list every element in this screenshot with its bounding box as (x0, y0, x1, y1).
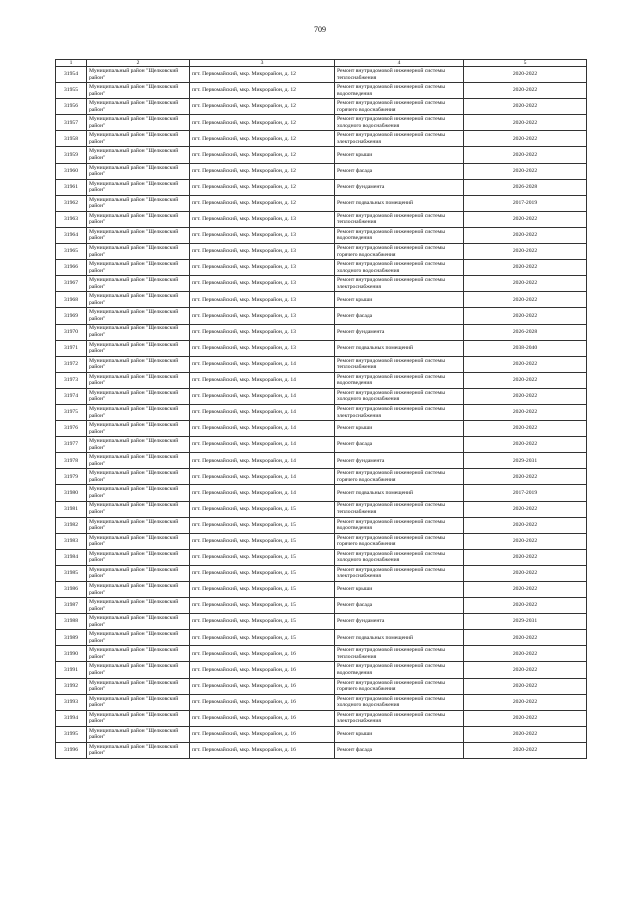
address-cell: пгт. Первомайский, мкр. Микрорайон, д. 16 (190, 646, 335, 662)
address-cell: пгт. Первомайский, мкр. Микрорайон, д. 15 (190, 517, 335, 533)
table-row (56, 308, 587, 324)
row-number-cell: 31995 (56, 726, 87, 742)
address-cell: пгт. Первомайский, мкр. Микрорайон, д. 15 (190, 598, 335, 614)
table-row (56, 115, 587, 131)
municipality-cell: Муниципальный район "Щелковский район" (87, 99, 190, 115)
table-row (56, 517, 587, 533)
municipality-cell: Муниципальный район "Щелковский район" (87, 533, 190, 549)
row-number-cell: 31958 (56, 131, 87, 147)
address-cell: пгт. Первомайский, мкр. Микрорайон, д. 14 (190, 469, 335, 485)
address-cell: пгт. Первомайский, мкр. Микрорайон, д. 13 (190, 227, 335, 243)
table-row (56, 404, 587, 420)
municipality-cell: Муниципальный район "Щелковский район" (87, 582, 190, 598)
row-number-cell: 31977 (56, 437, 87, 453)
work-type-cell: Ремонт внутридомовой инженерной системы водоотведения (335, 83, 464, 99)
table-row (56, 501, 587, 517)
work-type-cell: Ремонт фундамента (335, 324, 464, 340)
table-row (56, 742, 587, 758)
municipality-cell: Муниципальный район "Щелковский район" (87, 340, 190, 356)
work-type-cell: Ремонт крыши (335, 421, 464, 437)
table-row (56, 340, 587, 356)
work-type-cell: Ремонт фасада (335, 742, 464, 758)
period-cell: 2029-2031 (464, 614, 587, 630)
row-number-cell: 31989 (56, 630, 87, 646)
address-cell: пгт. Первомайский, мкр. Микрорайон, д. 14 (190, 356, 335, 372)
municipality-cell: Муниципальный район "Щелковский район" (87, 67, 190, 83)
table-row (56, 469, 587, 485)
table-row (56, 67, 587, 83)
work-type-cell: Ремонт внутридомовой инженерной системы теплоснабжения (335, 646, 464, 662)
capital-repair-table (55, 59, 587, 759)
row-number-cell: 31968 (56, 292, 87, 308)
work-type-cell: Ремонт внутридомовой инженерной системы холодного водоснабжения (335, 388, 464, 404)
row-number-cell: 31966 (56, 260, 87, 276)
row-number-cell: 31996 (56, 742, 87, 758)
address-cell: пгт. Первомайский, мкр. Микрорайон, д. 16 (190, 710, 335, 726)
table-row (56, 662, 587, 678)
work-type-cell: Ремонт подвальных помещений (335, 195, 464, 211)
address-cell: пгт. Первомайский, мкр. Микрорайон, д. 15 (190, 549, 335, 565)
row-number-cell: 31982 (56, 517, 87, 533)
address-cell: пгт. Первомайский, мкр. Микрорайон, д. 16 (190, 662, 335, 678)
row-number-cell: 31986 (56, 582, 87, 598)
period-cell: 2020-2022 (464, 244, 587, 260)
municipality-cell: Муниципальный район "Щелковский район" (87, 227, 190, 243)
address-cell: пгт. Первомайский, мкр. Микрорайон, д. 13 (190, 244, 335, 260)
address-cell: пгт. Первомайский, мкр. Микрорайон, д. 14 (190, 372, 335, 388)
period-cell: 2020-2022 (464, 292, 587, 308)
table-row (56, 276, 587, 292)
work-type-cell: Ремонт подвальных помещений (335, 630, 464, 646)
municipality-cell: Муниципальный район "Щелковский район" (87, 276, 190, 292)
table-row (56, 131, 587, 147)
period-cell: 2020-2022 (464, 710, 587, 726)
work-type-cell: Ремонт внутридомовой инженерной системы горячего водоснабжения (335, 533, 464, 549)
row-number-cell: 31981 (56, 501, 87, 517)
table-row (56, 179, 587, 195)
period-cell: 2038-2040 (464, 340, 587, 356)
table-row (56, 694, 587, 710)
address-cell: пгт. Первомайский, мкр. Микрорайон, д. 12 (190, 147, 335, 163)
table-row (56, 453, 587, 469)
period-cell: 2020-2022 (464, 501, 587, 517)
row-number-cell: 31962 (56, 195, 87, 211)
table-header-row (56, 60, 587, 67)
period-cell: 2020-2022 (464, 598, 587, 614)
municipality-cell: Муниципальный район "Щелковский район" (87, 453, 190, 469)
municipality-cell: Муниципальный район "Щелковский район" (87, 244, 190, 260)
municipality-cell: Муниципальный район "Щелковский район" (87, 662, 190, 678)
table-row (56, 582, 587, 598)
table-row (56, 163, 587, 179)
row-number-cell: 31975 (56, 404, 87, 420)
address-cell: пгт. Первомайский, мкр. Микрорайон, д. 13 (190, 211, 335, 227)
period-cell: 2020-2022 (464, 260, 587, 276)
address-cell: пгт. Первомайский, мкр. Микрорайон, д. 15 (190, 614, 335, 630)
work-type-cell: Ремонт внутридомовой инженерной системы электроснабжения (335, 276, 464, 292)
municipality-cell: Муниципальный район "Щелковский район" (87, 469, 190, 485)
address-cell: пгт. Первомайский, мкр. Микрорайон, д. 12 (190, 131, 335, 147)
row-number-cell: 31992 (56, 678, 87, 694)
municipality-cell: Муниципальный район "Щелковский район" (87, 195, 190, 211)
period-cell: 2020-2022 (464, 678, 587, 694)
work-type-cell: Ремонт внутридомовой инженерной системы водоотведения (335, 227, 464, 243)
municipality-cell: Муниципальный район "Щелковский район" (87, 565, 190, 581)
row-number-cell: 31972 (56, 356, 87, 372)
municipality-cell: Муниципальный район "Щелковский район" (87, 549, 190, 565)
period-cell: 2020-2022 (464, 67, 587, 83)
row-number-cell: 31973 (56, 372, 87, 388)
table-row (56, 99, 587, 115)
municipality-cell: Муниципальный район "Щелковский район" (87, 742, 190, 758)
work-type-cell: Ремонт внутридомовой инженерной системы холодного водоснабжения (335, 260, 464, 276)
work-type-cell: Ремонт внутридомовой инженерной системы горячего водоснабжения (335, 678, 464, 694)
address-cell: пгт. Первомайский, мкр. Микрорайон, д. 16 (190, 694, 335, 710)
period-cell: 2020-2022 (464, 227, 587, 243)
table-row (56, 147, 587, 163)
period-cell: 2017-2019 (464, 485, 587, 501)
municipality-cell: Муниципальный район "Щелковский район" (87, 517, 190, 533)
period-cell: 2020-2022 (464, 115, 587, 131)
row-number-cell: 31961 (56, 179, 87, 195)
row-number-cell: 31970 (56, 324, 87, 340)
table-row (56, 211, 587, 227)
address-cell: пгт. Первомайский, мкр. Микрорайон, д. 12 (190, 67, 335, 83)
municipality-cell: Муниципальный район "Щелковский район" (87, 115, 190, 131)
table-row (56, 372, 587, 388)
period-cell: 2026-2028 (464, 179, 587, 195)
work-type-cell: Ремонт фундамента (335, 614, 464, 630)
row-number-cell: 31987 (56, 598, 87, 614)
period-cell: 2017-2019 (464, 195, 587, 211)
row-number-cell: 31993 (56, 694, 87, 710)
municipality-cell: Муниципальный район "Щелковский район" (87, 163, 190, 179)
row-number-cell: 31954 (56, 67, 87, 83)
work-type-cell: Ремонт фундамента (335, 179, 464, 195)
work-type-cell: Ремонт внутридомовой инженерной системы горячего водоснабжения (335, 99, 464, 115)
work-type-cell: Ремонт внутридомовой инженерной системы электроснабжения (335, 565, 464, 581)
work-type-cell: Ремонт внутридомовой инженерной системы теплоснабжения (335, 211, 464, 227)
table-row (56, 356, 587, 372)
address-cell: пгт. Первомайский, мкр. Микрорайон, д. 12 (190, 115, 335, 131)
row-number-cell: 31967 (56, 276, 87, 292)
work-type-cell: Ремонт крыши (335, 147, 464, 163)
municipality-cell: Муниципальный район "Щелковский район" (87, 678, 190, 694)
work-type-cell: Ремонт фасада (335, 163, 464, 179)
page-number: 709 (314, 25, 326, 34)
municipality-cell: Муниципальный район "Щелковский район" (87, 710, 190, 726)
period-cell: 2020-2022 (464, 421, 587, 437)
work-type-cell: Ремонт внутридомовой инженерной системы теплоснабжения (335, 67, 464, 83)
header-cell-4: 4 (335, 60, 464, 67)
period-cell: 2020-2022 (464, 694, 587, 710)
municipality-cell: Муниципальный район "Щелковский район" (87, 388, 190, 404)
row-number-cell: 31983 (56, 533, 87, 549)
municipality-cell: Муниципальный район "Щелковский район" (87, 83, 190, 99)
row-number-cell: 31960 (56, 163, 87, 179)
period-cell: 2020-2022 (464, 517, 587, 533)
work-type-cell: Ремонт фасада (335, 308, 464, 324)
address-cell: пгт. Первомайский, мкр. Микрорайон, д. 15 (190, 630, 335, 646)
table-row (56, 227, 587, 243)
row-number-cell: 31978 (56, 453, 87, 469)
address-cell: пгт. Первомайский, мкр. Микрорайон, д. 16 (190, 678, 335, 694)
municipality-cell: Муниципальный район "Щелковский район" (87, 324, 190, 340)
municipality-cell: Муниципальный район "Щелковский район" (87, 614, 190, 630)
period-cell: 2020-2022 (464, 646, 587, 662)
work-type-cell: Ремонт внутридомовой инженерной системы водоотведения (335, 372, 464, 388)
municipality-cell: Муниципальный район "Щелковский район" (87, 485, 190, 501)
row-number-cell: 31959 (56, 147, 87, 163)
address-cell: пгт. Первомайский, мкр. Микрорайон, д. 12 (190, 83, 335, 99)
work-type-cell: Ремонт внутридомовой инженерной системы горячего водоснабжения (335, 244, 464, 260)
address-cell: пгт. Первомайский, мкр. Микрорайон, д. 13 (190, 324, 335, 340)
period-cell: 2020-2022 (464, 404, 587, 420)
work-type-cell: Ремонт крыши (335, 292, 464, 308)
address-cell: пгт. Первомайский, мкр. Микрорайон, д. 14 (190, 437, 335, 453)
table-row (56, 533, 587, 549)
row-number-cell: 31963 (56, 211, 87, 227)
work-type-cell: Ремонт фундамента (335, 453, 464, 469)
work-type-cell: Ремонт внутридомовой инженерной системы электроснабжения (335, 131, 464, 147)
period-cell: 2020-2022 (464, 211, 587, 227)
row-number-cell: 31979 (56, 469, 87, 485)
table-row (56, 292, 587, 308)
address-cell: пгт. Первомайский, мкр. Микрорайон, д. 13 (190, 276, 335, 292)
address-cell: пгт. Первомайский, мкр. Микрорайон, д. 14 (190, 485, 335, 501)
row-number-cell: 31990 (56, 646, 87, 662)
address-cell: пгт. Первомайский, мкр. Микрорайон, д. 13 (190, 260, 335, 276)
period-cell: 2020-2022 (464, 582, 587, 598)
municipality-cell: Муниципальный район "Щелковский район" (87, 356, 190, 372)
row-number-cell: 31974 (56, 388, 87, 404)
work-type-cell: Ремонт внутридомовой инженерной системы холодного водоснабжения (335, 115, 464, 131)
row-number-cell: 31991 (56, 662, 87, 678)
row-number-cell: 31984 (56, 549, 87, 565)
municipality-cell: Муниципальный район "Щелковский район" (87, 131, 190, 147)
table-row (56, 598, 587, 614)
work-type-cell: Ремонт фасада (335, 598, 464, 614)
address-cell: пгт. Первомайский, мкр. Микрорайон, д. 12 (190, 179, 335, 195)
row-number-cell: 31980 (56, 485, 87, 501)
row-number-cell: 31965 (56, 244, 87, 260)
address-cell: пгт. Первомайский, мкр. Микрорайон, д. 15 (190, 565, 335, 581)
table-row (56, 83, 587, 99)
municipality-cell: Муниципальный район "Щелковский район" (87, 501, 190, 517)
address-cell: пгт. Первомайский, мкр. Микрорайон, д. 12 (190, 99, 335, 115)
address-cell: пгт. Первомайский, мкр. Микрорайон, д. 14 (190, 421, 335, 437)
period-cell: 2020-2022 (464, 726, 587, 742)
period-cell: 2020-2022 (464, 565, 587, 581)
period-cell: 2026-2028 (464, 324, 587, 340)
table-row (56, 630, 587, 646)
period-cell: 2020-2022 (464, 131, 587, 147)
period-cell: 2020-2022 (464, 276, 587, 292)
municipality-cell: Муниципальный район "Щелковский район" (87, 292, 190, 308)
period-cell: 2020-2022 (464, 388, 587, 404)
municipality-cell: Муниципальный район "Щелковский район" (87, 147, 190, 163)
address-cell: пгт. Первомайский, мкр. Микрорайон, д. 15 (190, 582, 335, 598)
table-row (56, 244, 587, 260)
address-cell: пгт. Первомайский, мкр. Микрорайон, д. 15 (190, 501, 335, 517)
table-row (56, 324, 587, 340)
municipality-cell: Муниципальный район "Щелковский район" (87, 372, 190, 388)
period-cell: 2020-2022 (464, 630, 587, 646)
municipality-cell: Муниципальный район "Щелковский район" (87, 404, 190, 420)
header-cell-2: 2 (87, 60, 190, 67)
table-row (56, 485, 587, 501)
period-cell: 2020-2022 (464, 469, 587, 485)
table-row (56, 726, 587, 742)
work-type-cell: Ремонт внутридомовой инженерной системы водоотведения (335, 662, 464, 678)
period-cell: 2020-2022 (464, 742, 587, 758)
table-row (56, 260, 587, 276)
work-type-cell: Ремонт внутридомовой инженерной системы водоотведения (335, 517, 464, 533)
table-row (56, 549, 587, 565)
table-row (56, 421, 587, 437)
work-type-cell: Ремонт подвальных помещений (335, 485, 464, 501)
work-type-cell: Ремонт фасада (335, 437, 464, 453)
period-cell: 2020-2022 (464, 549, 587, 565)
period-cell: 2020-2022 (464, 356, 587, 372)
row-number-cell: 31994 (56, 710, 87, 726)
table-row (56, 678, 587, 694)
address-cell: пгт. Первомайский, мкр. Микрорайон, д. 12 (190, 195, 335, 211)
period-cell: 2020-2022 (464, 533, 587, 549)
address-cell: пгт. Первомайский, мкр. Микрорайон, д. 15 (190, 533, 335, 549)
municipality-cell: Муниципальный район "Щелковский район" (87, 437, 190, 453)
row-number-cell: 31988 (56, 614, 87, 630)
work-type-cell: Ремонт внутридомовой инженерной системы холодного водоснабжения (335, 549, 464, 565)
address-cell: пгт. Первомайский, мкр. Микрорайон, д. 13 (190, 292, 335, 308)
period-cell: 2020-2022 (464, 83, 587, 99)
table-row (56, 565, 587, 581)
municipality-cell: Муниципальный район "Щелковский район" (87, 260, 190, 276)
table-row (56, 646, 587, 662)
address-cell: пгт. Первомайский, мкр. Микрорайон, д. 16 (190, 742, 335, 758)
address-cell: пгт. Первомайский, мкр. Микрорайон, д. 14 (190, 388, 335, 404)
period-cell: 2020-2022 (464, 372, 587, 388)
row-number-cell: 31956 (56, 99, 87, 115)
municipality-cell: Муниципальный район "Щелковский район" (87, 630, 190, 646)
address-cell: пгт. Первомайский, мкр. Микрорайон, д. 16 (190, 726, 335, 742)
row-number-cell: 31957 (56, 115, 87, 131)
work-type-cell: Ремонт крыши (335, 726, 464, 742)
row-number-cell: 31976 (56, 421, 87, 437)
municipality-cell: Муниципальный район "Щелковский район" (87, 646, 190, 662)
period-cell: 2029-2031 (464, 453, 587, 469)
row-number-cell: 31971 (56, 340, 87, 356)
municipality-cell: Муниципальный район "Щелковский район" (87, 308, 190, 324)
municipality-cell: Муниципальный район "Щелковский район" (87, 179, 190, 195)
period-cell: 2020-2022 (464, 437, 587, 453)
period-cell: 2020-2022 (464, 308, 587, 324)
row-number-cell: 31964 (56, 227, 87, 243)
address-cell: пгт. Первомайский, мкр. Микрорайон, д. 12 (190, 163, 335, 179)
table-row (56, 437, 587, 453)
work-type-cell: Ремонт внутридомовой инженерной системы теплоснабжения (335, 356, 464, 372)
work-type-cell: Ремонт подвальных помещений (335, 340, 464, 356)
period-cell: 2020-2022 (464, 662, 587, 678)
row-number-cell: 31955 (56, 83, 87, 99)
municipality-cell: Муниципальный район "Щелковский район" (87, 598, 190, 614)
municipality-cell: Муниципальный район "Щелковский район" (87, 694, 190, 710)
work-type-cell: Ремонт внутридомовой инженерной системы теплоснабжения (335, 501, 464, 517)
municipality-cell: Муниципальный район "Щелковский район" (87, 211, 190, 227)
header-cell-3: 3 (190, 60, 335, 67)
work-type-cell: Ремонт внутридомовой инженерной системы холодного водоснабжения (335, 694, 464, 710)
address-cell: пгт. Первомайский, мкр. Микрорайон, д. 14 (190, 404, 335, 420)
table-row (56, 388, 587, 404)
work-type-cell: Ремонт крыши (335, 582, 464, 598)
header-cell-1: 1 (56, 60, 87, 67)
table-body (56, 60, 587, 759)
row-number-cell: 31969 (56, 308, 87, 324)
work-type-cell: Ремонт внутридомовой инженерной системы электроснабжения (335, 710, 464, 726)
address-cell: пгт. Первомайский, мкр. Микрорайон, д. 14 (190, 453, 335, 469)
row-number-cell: 31985 (56, 565, 87, 581)
period-cell: 2020-2022 (464, 99, 587, 115)
address-cell: пгт. Первомайский, мкр. Микрорайон, д. 13 (190, 308, 335, 324)
municipality-cell: Муниципальный район "Щелковский район" (87, 726, 190, 742)
table-row (56, 195, 587, 211)
address-cell: пгт. Первомайский, мкр. Микрорайон, д. 13 (190, 340, 335, 356)
table-row (56, 614, 587, 630)
period-cell: 2020-2022 (464, 163, 587, 179)
header-cell-5: 5 (464, 60, 587, 67)
municipality-cell: Муниципальный район "Щелковский район" (87, 421, 190, 437)
period-cell: 2020-2022 (464, 147, 587, 163)
table-row (56, 710, 587, 726)
work-type-cell: Ремонт внутридомовой инженерной системы электроснабжения (335, 404, 464, 420)
work-type-cell: Ремонт внутридомовой инженерной системы горячего водоснабжения (335, 469, 464, 485)
